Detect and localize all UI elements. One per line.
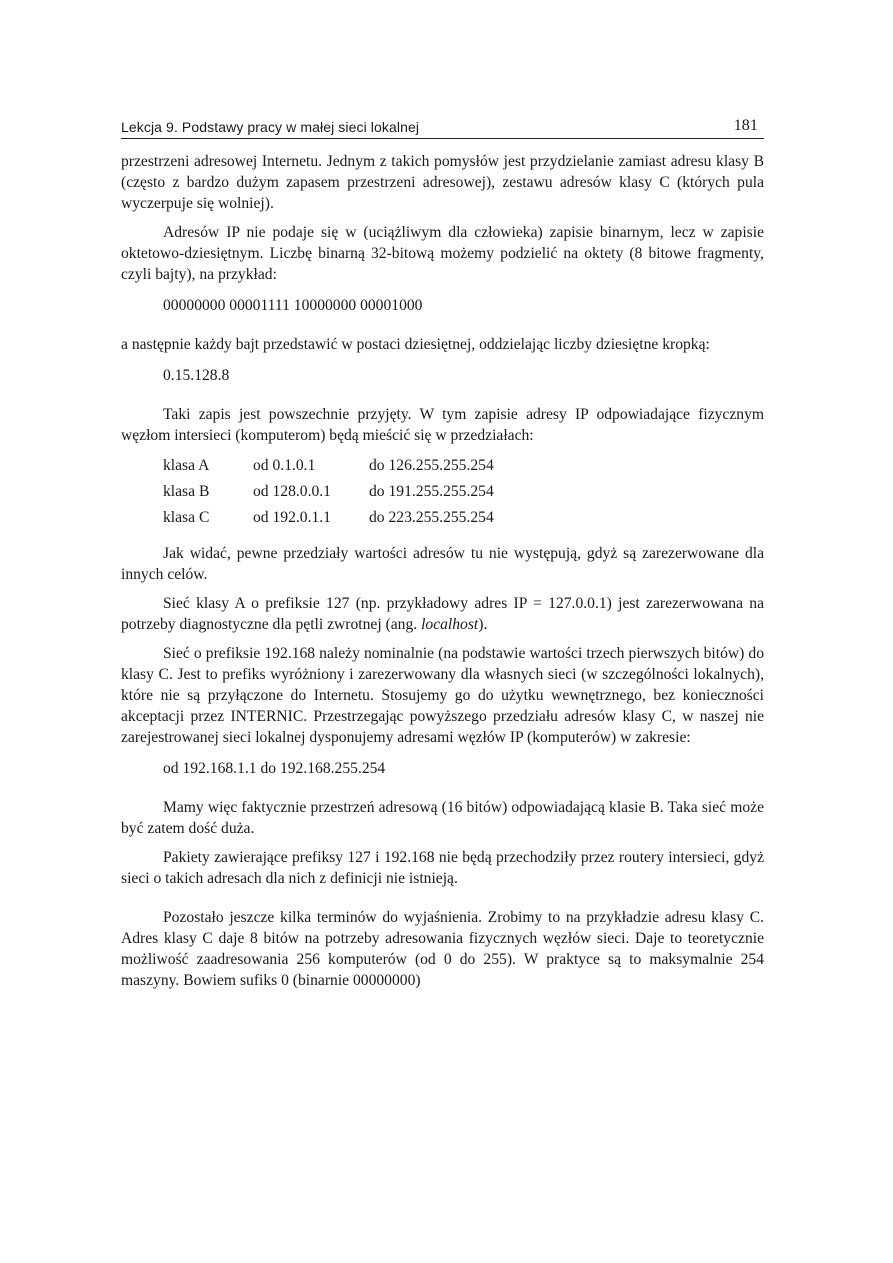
paragraph-8: Mamy więc faktycznie przestrzeń adresową (16 bitów) odpowiadającą klasie B. Taka sieć może być zatem dość duża.	[121, 799, 764, 837]
paragraph-7: Sieć o prefiksie 192.168 należy nominalnie (na podstawie wartości trzech pierwszych bitów) do klasy C. Jest to prefiks wyróżniony i zarezerwowany dla własnych sieci (w szczególności lokalnych), które nie są przyłączone do Internetu. Stosujemy go do użytku wewnętrznego, bez konieczności akceptacji przez INTERNIC. Przestrzegając powyższego przedziału adresów klasy C, w naszej nie zarejestrowanej sieci lokalnej dysponujemy adresami węzłów IP (komputerów) w zakresie:	[121, 645, 764, 746]
paragraph-1: przestrzeni adresowej Internetu. Jednym z takich pomysłów jest przydzielanie zamiast adresu klasy B (często z bardzo dużym zapasem przestrzeni adresowej), zestawu adresów klasy C (których pula wyczerpuje się wolniej).	[121, 153, 764, 212]
page-number: 181	[733, 117, 758, 134]
range-to: do 126.255.255.254	[369, 456, 494, 474]
range-to: do 191.255.255.254	[369, 482, 494, 500]
running-header	[121, 117, 764, 139]
range-row	[163, 478, 494, 504]
range-to: do 223.255.255.254	[369, 508, 494, 526]
book-page	[121, 117, 764, 991]
localhost-term: localhost	[421, 616, 479, 633]
page-body	[121, 151, 764, 991]
paragraph-5: Jak widać, pewne przedziały wartości adresów tu nie występują, gdyż są zarezerwowane dla innych celów.	[121, 545, 764, 583]
range-class: klasa B	[163, 482, 210, 500]
range-class: klasa C	[163, 508, 210, 526]
paragraph-10: Pozostało jeszcze kilka terminów do wyjaśnienia. Zrobimy to na przykładzie adresu klasy C. Adres klasy C daje 8 bitów na potrzeby adresowania fizycznych węzłów sieci. Daje to teoretycznie możliwość zaadresowania 256 komputerów (od 0 do 255). W praktyce są to maksymalnie 254 maszyny. Bowiem sufiks 0 (binarnie 00000000)	[121, 909, 764, 989]
range-from: od 0.1.0.1	[253, 456, 316, 474]
range-class: klasa A	[163, 456, 210, 474]
range-from: od 128.0.0.1	[253, 482, 331, 500]
address-range-table	[163, 452, 494, 530]
header-title: Lekcja 9. Podstawy pracy w małej sieci lokalnej	[121, 119, 420, 135]
binary-example: 00000000 00001111 10000000 00001000	[163, 297, 423, 314]
paragraph-9: Pakiety zawierające prefiksy 127 i 192.168 nie będą przechodziły przez routery intersieci, gdyż sieci o takich adresach dla nich z definicji nie istnieją.	[121, 849, 764, 887]
paragraph-6-text: Sieć klasy A o prefiksie 127 (np. przykładowy adres IP = 127.0.0.1) jest zarezerwowana na potrzeby diagnostyczne dla pętli zwrotnej (ang.	[121, 595, 764, 633]
range-row	[163, 504, 494, 530]
decimal-example: 0.15.128.8	[163, 367, 230, 384]
paragraph-6-end: ).	[478, 616, 488, 633]
range-from: od 192.0.1.1	[253, 508, 331, 526]
paragraph-3: a następnie każdy bajt przedstawić w postaci dziesiętnej, oddzielając liczby dziesiętne kropką:	[121, 336, 710, 353]
range-row	[163, 452, 494, 478]
range-example: od 192.168.1.1 do 192.168.255.254	[163, 760, 386, 777]
paragraph-6	[121, 593, 764, 635]
paragraph-4: Taki zapis jest powszechnie przyjęty. W tym zapisie adresy IP odpowiadające fizycznym węzłom intersieci (komputerom) będą mieścić się w przedziałach:	[121, 406, 764, 444]
paragraph-2: Adresów IP nie podaje się w (uciążliwym dla człowieka) zapisie binarnym, lecz w zapisie oktetowo-dziesiętnym. Liczbę binarną 32-bitową możemy podzielić na oktety (8 bitowe fragmenty, czyli bajty), na przykład:	[121, 224, 764, 283]
